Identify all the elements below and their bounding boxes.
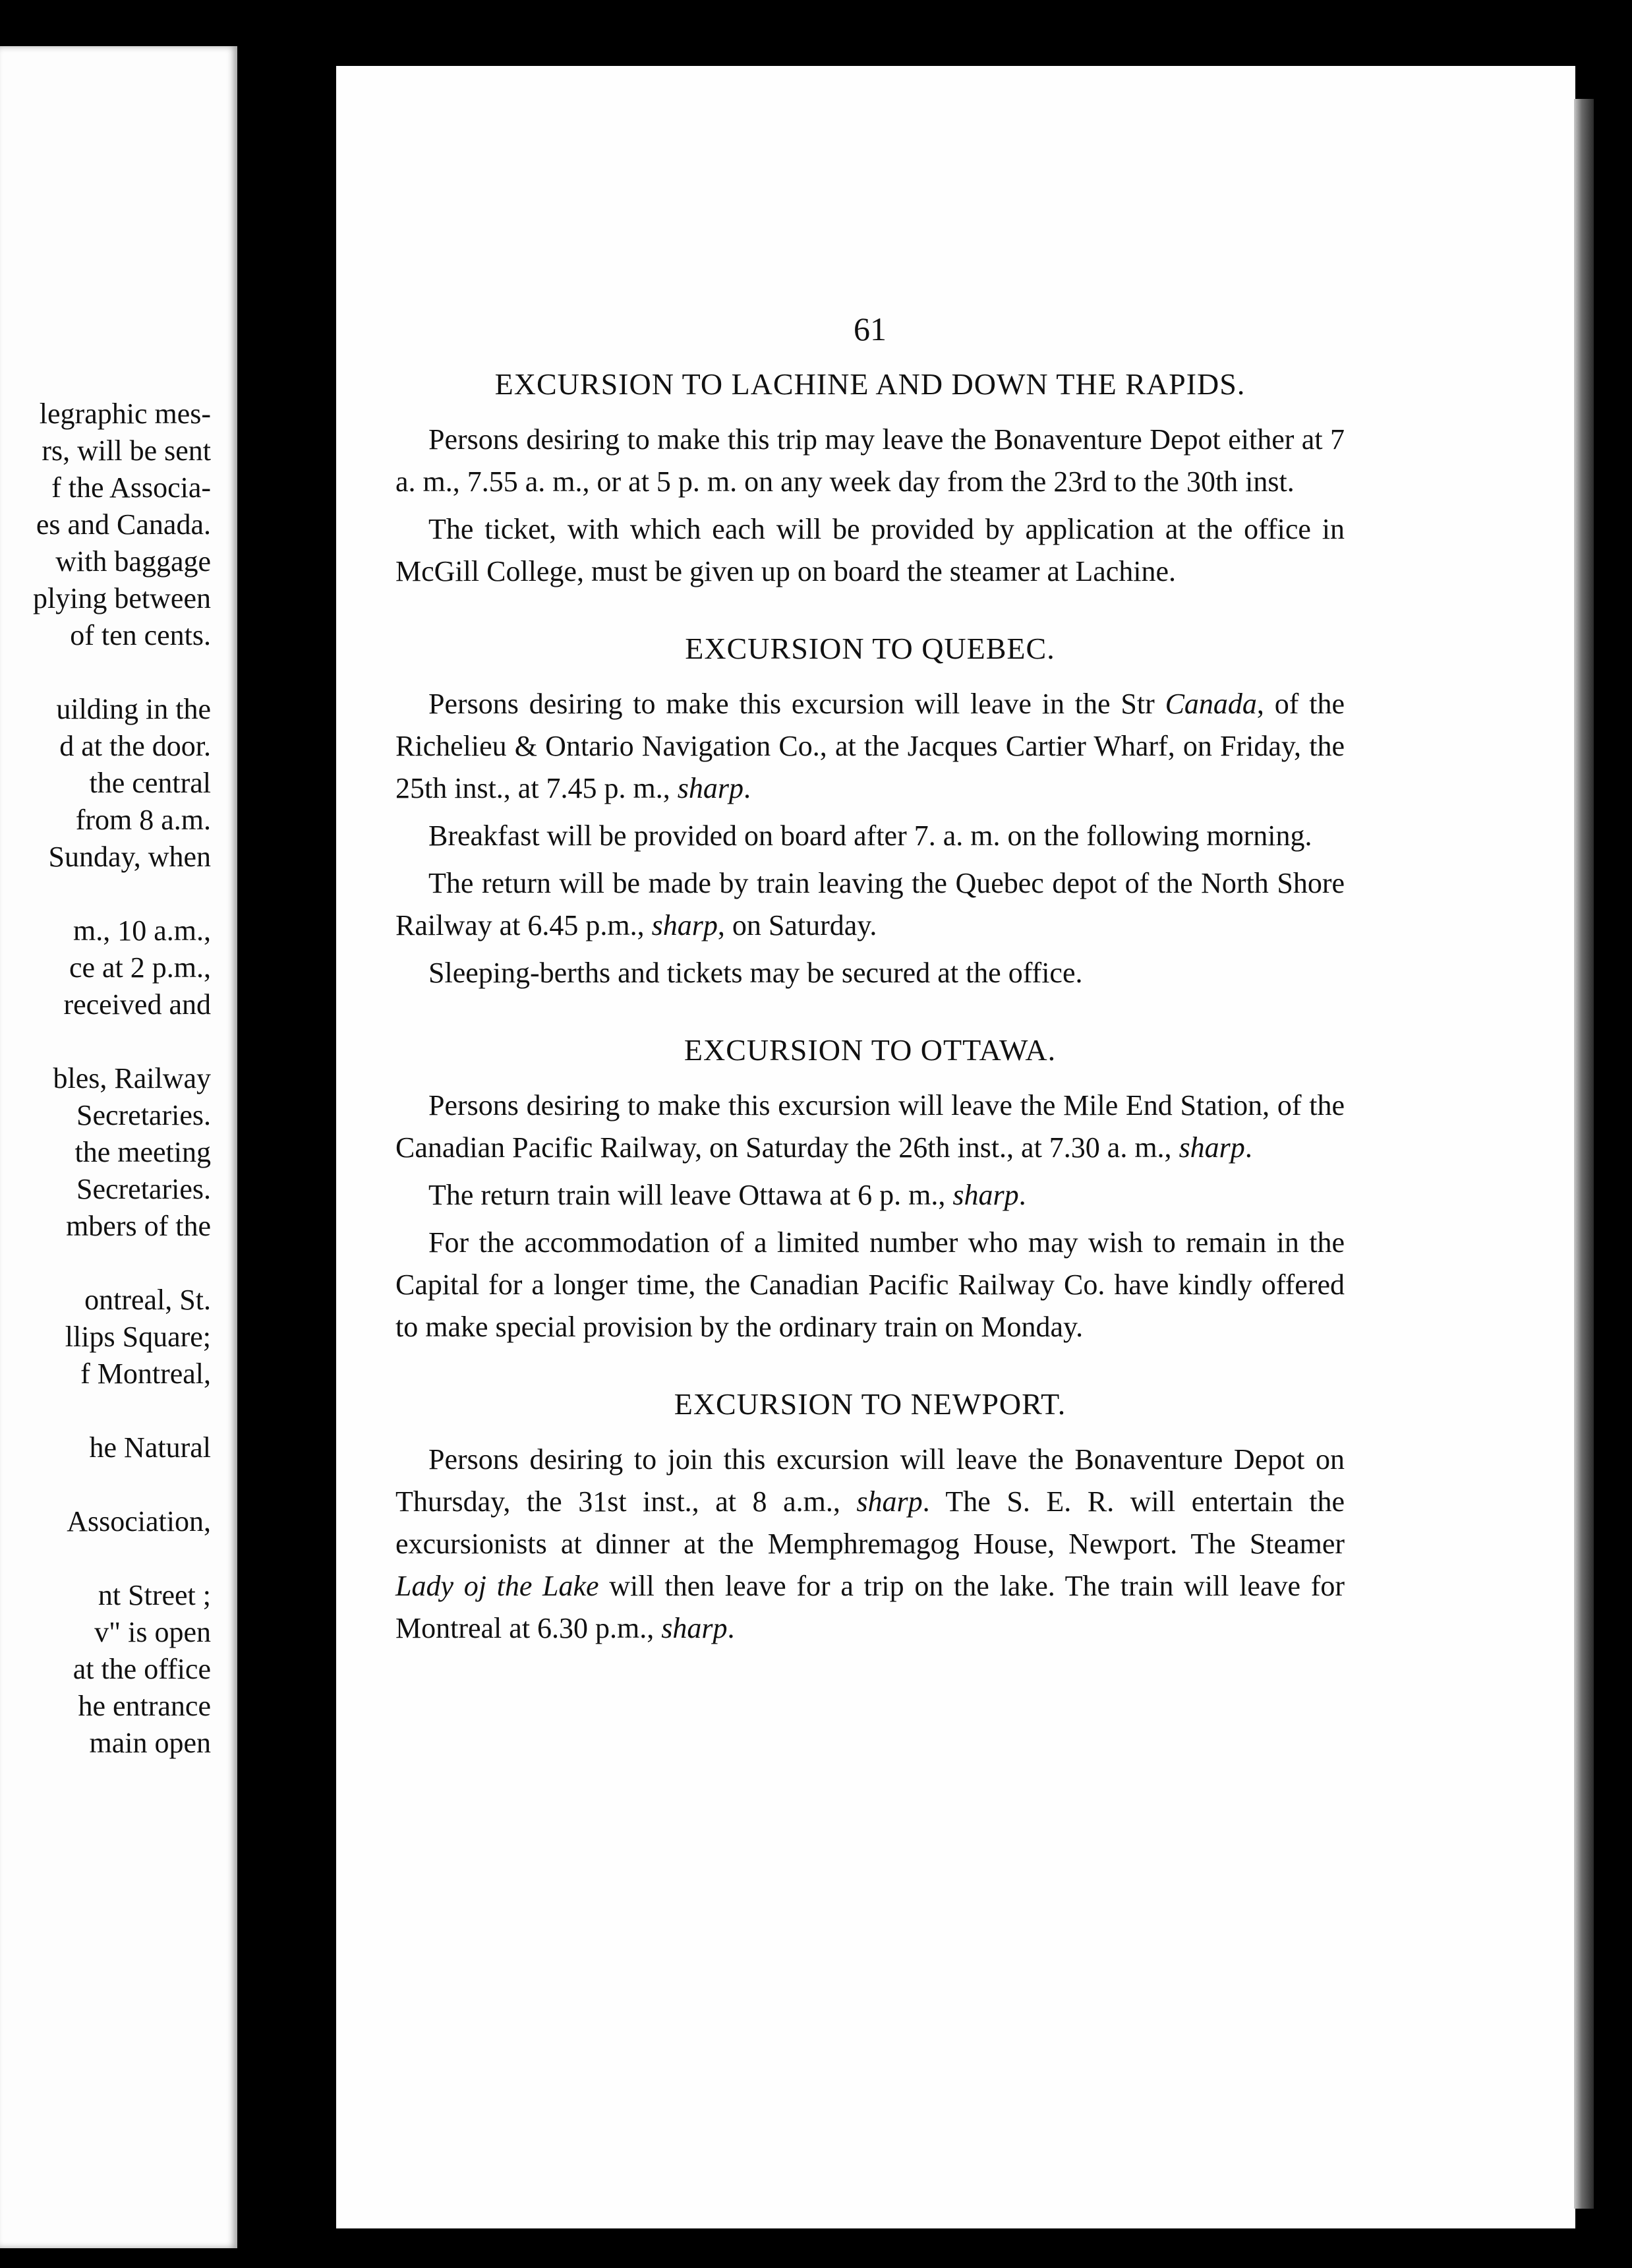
section-paragraph: Breakfast will be provided on board after 7. a. m. on the following morning. <box>428 820 1312 852</box>
left-page-line: at the office <box>73 1653 211 1685</box>
section-paragraph: Persons desiring to make this excursion will leave the Mile End Station, of the Canadian Pacific Railway, on Saturday the 26th inst., at 7.30 a. m., sharp. <box>395 1089 1345 1164</box>
left-page-line: uilding in the <box>56 693 211 725</box>
left-page-line: Secretaries. <box>76 1173 211 1205</box>
left-page-line: Sunday, when <box>48 841 211 873</box>
section-heading: EXCURSION TO QUEBEC. <box>685 632 1055 665</box>
excursion-section <box>395 1032 1345 1348</box>
page-number: 61 <box>854 311 887 347</box>
page-edge <box>1574 99 1594 2209</box>
left-page-line: the central <box>89 767 211 799</box>
left-page-line <box>0 1245 211 1282</box>
excursion-section <box>395 367 1345 593</box>
left-page-line: ontreal, St. <box>84 1284 211 1316</box>
section-heading: EXCURSION TO LACHINE AND DOWN THE RAPIDS. <box>494 367 1246 401</box>
left-page-line <box>0 1023 211 1060</box>
excursion-section <box>395 631 1345 994</box>
section-paragraph: Sleeping-berths and tickets may be secured at the office. <box>428 957 1083 989</box>
left-page-line: received and <box>63 988 211 1021</box>
left-page-line: v" is open <box>94 1616 211 1648</box>
left-page-line: main open <box>89 1727 211 1759</box>
left-page-line: Secretaries. <box>76 1099 211 1131</box>
left-page-line <box>0 1540 211 1577</box>
left-page-line <box>0 876 211 912</box>
left-page-line: legraphic mes- <box>39 398 211 430</box>
main-page <box>336 66 1575 2228</box>
section-paragraph: The ticket, with which each will be provided by application at the office in McGill College, must be given up on board the steamer at Lachine. <box>395 513 1345 587</box>
section-heading: EXCURSION TO OTTAWA. <box>684 1033 1057 1067</box>
left-page-line <box>0 1466 211 1503</box>
left-page-line: m., 10 a.m., <box>73 914 211 947</box>
left-page-line: ce at 2 p.m., <box>69 951 211 984</box>
left-page-line: he Natural <box>89 1431 211 1464</box>
left-page-line: rs, will be sent <box>42 434 211 467</box>
left-page-line: mbers of the <box>66 1210 211 1242</box>
left-page-line <box>0 654 211 691</box>
left-page-line: f the Associa- <box>51 471 211 504</box>
section-paragraph: Persons desiring to join this excursion will leave the Bonaventure Depot on Thursday, the 31st inst., at 8 a.m., sharp. The S. E. R. will entertain the excursionists at dinner at the Memphremagog House, Newport. The Steamer Lady oj the Lake will then leave for a trip on the lake. The train will leave for Montreal at 6.30 p.m., sharp. <box>395 1443 1345 1644</box>
section-paragraph: For the accommodation of a limited number who may wish to remain in the Capital for a longer time, the Canadian Pacific Railway Co. have kindly offered to make special provision by the ordinary train on Monday. <box>395 1226 1345 1343</box>
left-page-line: plying between <box>32 582 211 614</box>
left-page-line: nt Street ; <box>98 1579 211 1611</box>
section-paragraph: Persons desiring to make this trip may leave the Bonaventure Depot either at 7 a. m., 7.55 a. m., or at 5 p. m. on any week day from the 23rd to the 30th inst. <box>395 423 1345 498</box>
excursion-section <box>395 1387 1345 1650</box>
left-page-text <box>0 396 211 1762</box>
section-paragraph: The return train will leave Ottawa at 6 p. m., sharp. <box>428 1179 1026 1211</box>
left-page-line: f Montreal, <box>80 1358 211 1390</box>
section-heading: EXCURSION TO NEWPORT. <box>674 1387 1066 1421</box>
left-page-line: d at the door. <box>59 730 211 762</box>
left-page-line: Association, <box>67 1505 211 1537</box>
left-page-line: he entrance <box>78 1690 211 1722</box>
left-page-line: llips Square; <box>65 1321 211 1353</box>
left-page-line: with baggage <box>55 545 211 578</box>
left-page-line <box>0 1392 211 1429</box>
left-page-line: bles, Railway <box>53 1062 211 1094</box>
left-page-line: of ten cents. <box>70 619 211 651</box>
left-page-line: the meeting <box>74 1136 211 1168</box>
left-page-line: from 8 a.m. <box>75 804 211 836</box>
left-page-line: es and Canada. <box>36 508 211 541</box>
section-paragraph: The return will be made by train leaving the Quebec depot of the North Shore Railway at 6.45 p.m., sharp, on Saturday. <box>395 867 1345 941</box>
section-paragraph: Persons desiring to make this excursion will leave in the Str Canada, of the Richelieu & Ontario Navigation Co., at the Jacques Cartier Wharf, on Friday, the 25th inst., at 7.45 p. m., sharp. <box>395 688 1345 804</box>
left-facing-page <box>0 46 237 2248</box>
page-content <box>395 310 1345 1688</box>
sections-container <box>395 367 1345 1650</box>
book-gutter <box>237 0 336 2268</box>
